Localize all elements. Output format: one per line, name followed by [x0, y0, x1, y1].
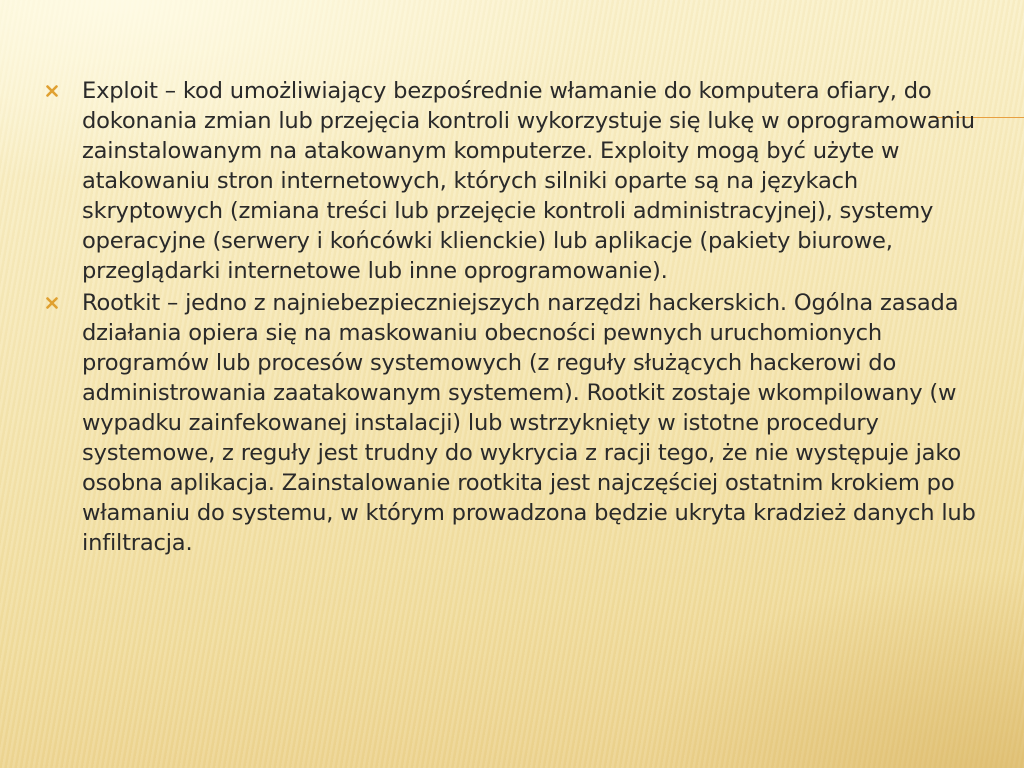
bullet-text: Rootkit – jedno z najniebezpieczniejszych narzędzi hackerskich. Ogólna zasada działania opiera się na maskowaniu obecności pewnych uruchomionych programów lub procesów systemowych (z reguły służących hackerowi do administrowania zaatakowanym systemem). Rootkit zostaje wkompilowany (w wypadku zainfekowanej instalacji) lub wstrzyknięty w istotne procedury systemowe, z reguły jest trudny do wykrycia z racji tego, że nie występuje jako osobna aplikacja. Zainstalowanie rootkita jest najczęściej ostatnim krokiem po włamaniu do systemu, w którym prowadzona będzie ukryta kradzież danych lub infiltracja.	[82, 290, 976, 556]
slide-body	[40, 76, 995, 560]
bullet-text: Exploit – kod umożliwiający bezpośrednie włamanie do komputera ofiary, do dokonania zmian lub przejęcia kontroli wykorzystuje się lukę w oprogramowaniu zainstalowanym na atakowanym komputerze. Exploity mogą być użyte w atakowaniu stron internetowych, których silniki oparte są na językach skryptowych (zmiana treści lub przejęcie kontroli administracyjnej), systemy operacyjne (serwery i końcówki klienckie) lub aplikacje (pakiety biurowe, przeglądarki internetowe lub inne oprogramowanie).	[82, 78, 975, 284]
x-mark-bullet-icon	[46, 297, 58, 309]
bullet-item-rootkit	[40, 288, 995, 558]
bullet-item-exploit	[40, 76, 995, 286]
x-mark-bullet-icon	[46, 85, 58, 97]
